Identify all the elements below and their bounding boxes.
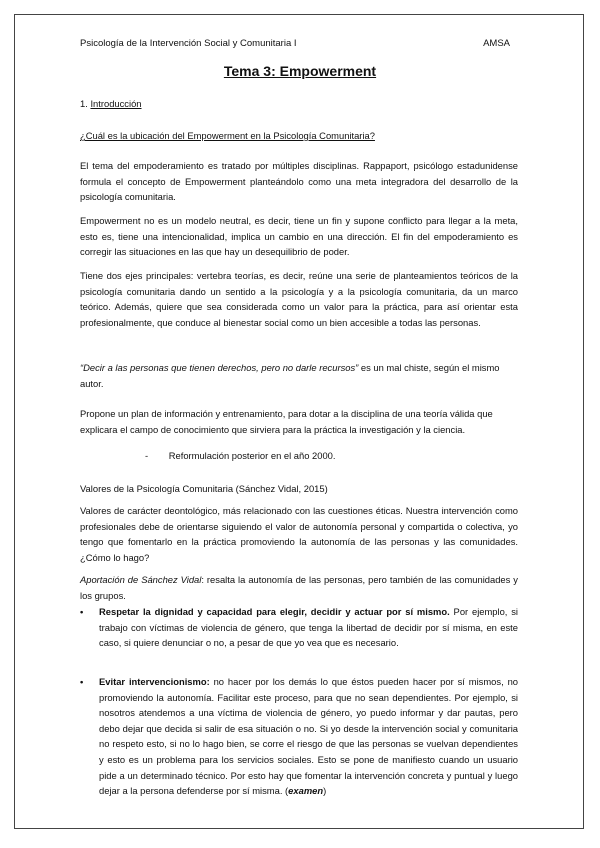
course-title: Psicología de la Intervención Social y Comunitaria I — [80, 38, 297, 49]
dash-item-text: Reformulación posterior en el año 2000. — [168, 450, 336, 461]
exam-tag: examen — [288, 785, 324, 797]
aportacion-paragraph — [80, 572, 518, 603]
document-title: Tema 3: Empowerment — [223, 63, 377, 79]
paragraph-3: Tiene dos ejes principales: vertebra teorías, es decir, reúne una serie de planteamientos teóricos de la psicología comunitaria dando un sentido a la psicología y a la psicología comunitaria, da un marco teórico. Además, quiere que sea considerada como un valor para la práctica, para así orientar esta profesionalmente, que conduce al bienestar social como un bien accesible a todas las personas. — [80, 270, 518, 328]
values-heading: Valores de la Psicología Comunitaria (Sánchez Vidal, 2015) — [80, 483, 328, 494]
page-header — [80, 38, 510, 49]
exam-close: ) — [323, 785, 327, 797]
quote-text: “Decir a las personas que tienen derechos, pero no darle recursos” — [80, 362, 359, 373]
bullet-text — [99, 674, 518, 799]
aportacion-text: : resalta la autonomía de las personas, pero también de las comunidades y los grupos. — [80, 574, 518, 601]
bullet-body: Por ejemplo, si trabajo con víctimas de violencia de género, que tenga la libertad de decidir por sí misma, en este caso, si quiere denunciar o no, a pesar de que yo vea que es necesario. — [99, 606, 519, 649]
author-initials: AMSA — [483, 38, 510, 49]
paragraph-1: El tema del empoderamiento es tratado por múltiples disciplinas. Rappaport, psicólogo estadunidense formula el concepto de Empowerment planteándolo como una meta integradora del desarrollo de la psicología comunitaria. — [80, 160, 518, 203]
bullet-bold: Evitar intervencionismo: — [99, 676, 210, 687]
aportacion-label: Aportación de Sánchez Vidal — [80, 574, 202, 585]
section-heading — [80, 96, 518, 112]
section-number: 1. — [80, 98, 91, 109]
quote-paragraph — [80, 360, 500, 391]
bullet-item — [80, 604, 518, 651]
section-title: Introducción — [90, 98, 142, 109]
paragraph-2: Empowerment no es un modelo neutral, es decir, tiene un fin y supone conflicto para llegar a la meta, esto es, tiene una intencionalidad, implica un cambio en una dirección. El fin del empoderamiento es corregir las situaciones en las que hay un desequilibrio de poder. — [80, 215, 518, 258]
question-heading: ¿Cuál es la ubicación del Empowerment en la Psicología Comunitaria? — [80, 130, 375, 141]
bullet-item — [80, 674, 518, 799]
paragraph-4: Propone un plan de información y entrenamiento, para dotar a la disciplina de una teoría válida que explicara el campo de conocimiento que sirviera para la práctica la investigación y la ciencia. — [80, 408, 493, 435]
paragraph-5: Valores de carácter deontológico, más relacionado con las cuestiones éticas. Nuestra intervención como profesionales debe de orientarse siguiendo el valor de autonomía personal y compartida o colectiva, yo tengo que fomentarlo en la práctica promoviendo la autonomía de las personas y las comunidades. ¿Cómo lo hago? — [80, 505, 518, 563]
bullet-icon: • — [80, 676, 84, 687]
bullet-body: no hacer por los demás lo que éstos pueden hacer por sí mismos, no promoviendo la autonomía. Facilitar este proceso, para que no sean dependientes. Por ejemplo, si nosotros atendemos a una víctima de violencia de género, yo puedo informar y dar pautas, pero debo dejar que decida si salir de esa situación o no. Si yo desde la intervención social y comunitaria no respeto esto, si no lo hago bien, se corre el riesgo de que las personas se vuelvan dependientes y esto es un problema para los servicios sociales. Esto se pone de manifiesto cuando un usuario pide a un determinado técnico. Por esto hay que fomentar la intervención concreta y puntual y luego dejar a la persona defenderse por sí misma. ( — [99, 676, 519, 797]
dash-marker: - — [145, 450, 149, 461]
bullet-bold: Respetar la dignidad y capacidad para elegir, decidir y actuar por sí mismo. — [99, 606, 450, 617]
bullet-icon: • — [80, 606, 84, 617]
dash-list-item — [145, 450, 336, 461]
quote-comment: es un mal chiste, según el mismo autor. — [80, 362, 500, 389]
bullet-text — [99, 604, 518, 651]
